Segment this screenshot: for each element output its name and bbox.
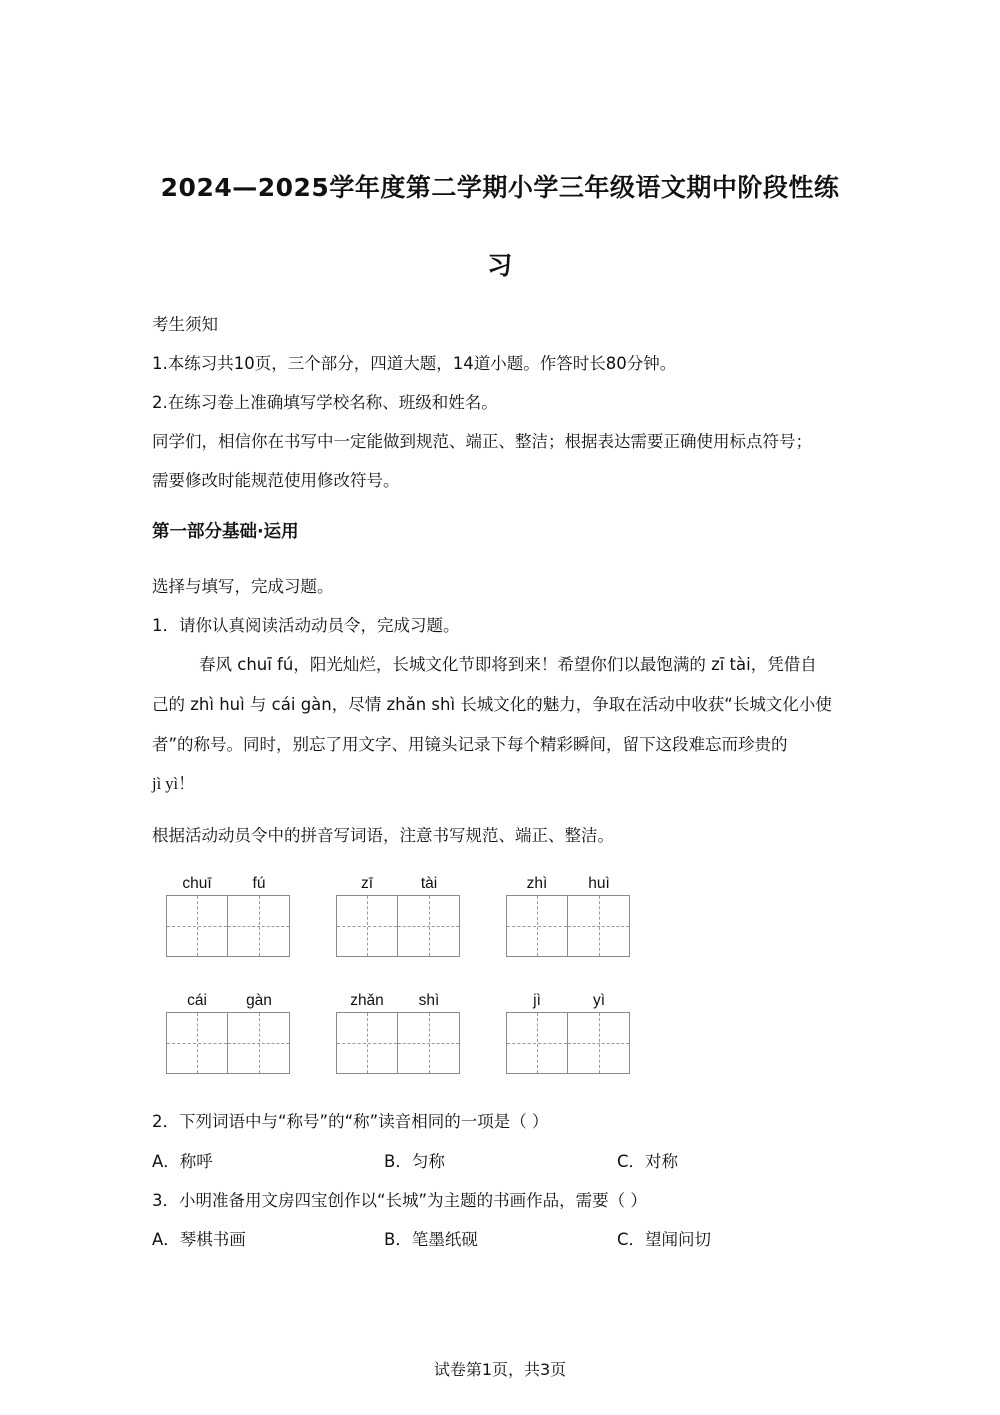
writing-box[interactable] bbox=[568, 1012, 630, 1074]
word-grid bbox=[336, 992, 462, 1074]
pinyin-grid-row-1 bbox=[166, 875, 676, 957]
exam-title-line1: 2024—2025学年度第二学期小学三年级语文期中阶段性练 bbox=[160, 173, 840, 202]
q3-option-c[interactable]: C．望闻问切 bbox=[617, 1230, 712, 1249]
page-footer: 试卷第1页，共3页 bbox=[433, 1360, 567, 1379]
notice-item-3b: 需要修改时能规范使用修改符号。 bbox=[152, 471, 400, 490]
q2-option-a[interactable]: A．称呼 bbox=[152, 1152, 213, 1171]
word-grid bbox=[166, 992, 292, 1074]
writing-box[interactable] bbox=[166, 1012, 228, 1074]
writing-box[interactable] bbox=[228, 895, 290, 957]
pinyin-label: yì bbox=[592, 992, 606, 1009]
pinyin-label: tài bbox=[420, 875, 438, 892]
pinyin-label: gàn bbox=[246, 992, 272, 1009]
word-grid bbox=[506, 875, 632, 957]
writing-box[interactable] bbox=[336, 1012, 398, 1074]
pinyin-label: fú bbox=[252, 875, 266, 892]
q3-stem: 3．小明准备用文房四宝创作以“长城”为主题的书画作品，需要（ ） bbox=[152, 1191, 647, 1210]
q1-passage-line4: jì yì！ bbox=[152, 774, 195, 793]
word-grid bbox=[166, 875, 292, 957]
q1-passage-line3: 者”的称号。同时，别忘了用文字、用镜头记录下每个精彩瞬间，留下这段难忘而珍贵的 bbox=[152, 735, 788, 754]
notice-item-1: 1.本练习共10页，三个部分，四道大题，14道小题。作答时长80分钟。 bbox=[152, 354, 677, 373]
part1-intro: 选择与填写，完成习题。 bbox=[152, 577, 334, 596]
writing-box[interactable] bbox=[398, 895, 460, 957]
q1-stem: 1．请你认真阅读活动动员令，完成习题。 bbox=[152, 616, 460, 635]
q2-stem: 2．下列词语中与“称号”的“称”读音相同的一项是（ ） bbox=[152, 1112, 549, 1131]
writing-box[interactable] bbox=[568, 895, 630, 957]
pinyin-label: cái bbox=[187, 992, 207, 1009]
writing-box[interactable] bbox=[506, 895, 568, 957]
writing-box[interactable] bbox=[166, 895, 228, 957]
q1-passage-line2: 己的 zhì huì 与 cái gàn，尽情 zhǎn shì 长城文化的魅力，争取在活动中收获“长城文化小使 bbox=[152, 695, 832, 714]
exam-title-line2: 习 bbox=[487, 251, 513, 280]
pinyin-label: zī bbox=[360, 875, 374, 892]
q1-instruction: 根据活动动员令中的拼音写词语，注意书写规范、端正、整洁。 bbox=[152, 826, 614, 845]
q3-option-a[interactable]: A．琴棋书画 bbox=[152, 1230, 246, 1249]
notice-item-2: 2.在练习卷上准确填写学校名称、班级和姓名。 bbox=[152, 393, 498, 412]
writing-box[interactable] bbox=[228, 1012, 290, 1074]
notice-heading: 考生须知 bbox=[152, 315, 218, 334]
pinyin-label: zhǎn bbox=[350, 992, 384, 1009]
pinyin-label: chuī bbox=[182, 875, 212, 892]
word-grid bbox=[506, 992, 632, 1074]
q2-option-c[interactable]: C．对称 bbox=[617, 1152, 679, 1171]
pinyin-label: huì bbox=[588, 875, 610, 892]
writing-box[interactable] bbox=[336, 895, 398, 957]
pinyin-grid-row-2 bbox=[166, 992, 676, 1074]
notice-item-3a: 同学们，相信你在书写中一定能做到规范、端正、整洁；根据表达需要正确使用标点符号； bbox=[152, 432, 812, 451]
part1-heading: 第一部分基础·运用 bbox=[152, 522, 299, 542]
q1-passage-line1: 春风 chuī fú，阳光灿烂，长城文化节即将到来！希望你们以最饱满的 zī tài，凭借自 bbox=[199, 655, 817, 674]
pinyin-label: jì bbox=[533, 992, 541, 1009]
q2-option-b[interactable]: B．匀称 bbox=[384, 1152, 445, 1171]
writing-box[interactable] bbox=[506, 1012, 568, 1074]
pinyin-label: shì bbox=[418, 992, 440, 1009]
word-grid bbox=[336, 875, 462, 957]
q3-option-b[interactable]: B．笔墨纸砚 bbox=[384, 1230, 478, 1249]
writing-box[interactable] bbox=[398, 1012, 460, 1074]
pinyin-label: zhì bbox=[526, 875, 548, 892]
